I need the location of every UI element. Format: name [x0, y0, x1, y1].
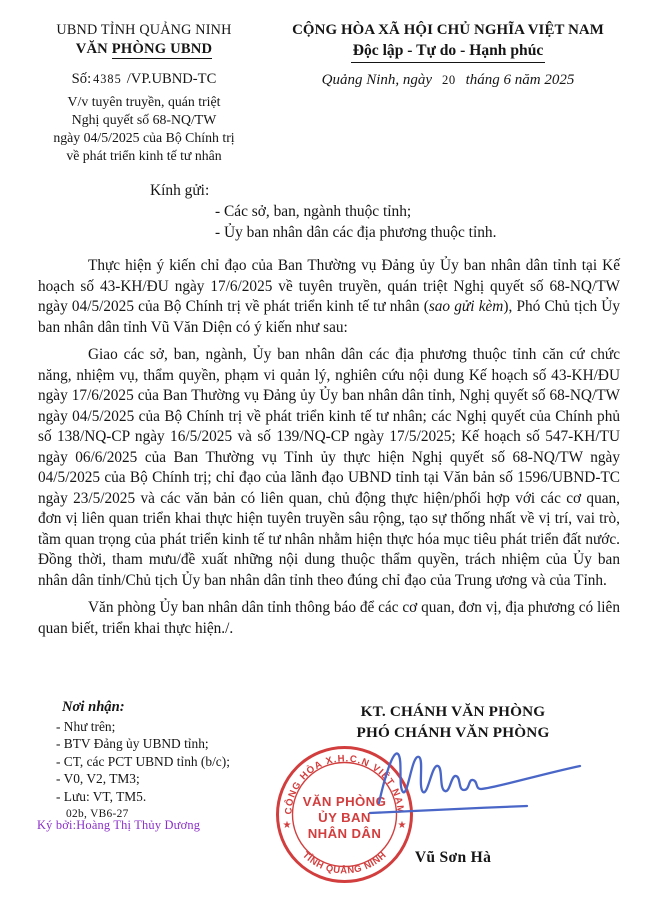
subject-line: về phát triển kinh tế tư nhân [66, 148, 222, 163]
salutation-block [38, 182, 620, 243]
paragraph-1-italic: sao gửi kèm [428, 298, 504, 315]
document-number-suffix: /VP.UBND-TC [126, 71, 217, 87]
seal-center-line: NHÂN DÂN [307, 826, 382, 841]
seal-star-right-icon: ★ [397, 820, 407, 831]
issuer-org-name [38, 41, 250, 58]
issuer-block [38, 22, 250, 165]
paragraph-1 [38, 256, 620, 338]
national-motto: Độc lập - Tự do - Hạnh phúc [351, 42, 546, 63]
national-title: CỘNG HÒA XÃ HỘI CHỦ NGHĨA VIỆT NAM [292, 22, 604, 38]
paragraph-3: Văn phòng Ủy ban nhân dân tỉnh thông báo để các cơ quan, đơn vị, địa phương có liên quan biết, triển khai thực hiện./. [38, 599, 620, 637]
signature-title-line: KT. CHÁNH VĂN PHÒNG [360, 703, 546, 720]
salutation-label: Kính gửi: [150, 182, 210, 199]
distribution-item: - Lưu: VT, TM5. [56, 788, 147, 804]
seal-center-line: VĂN PHÒNG [302, 794, 387, 809]
issuer-org-name-underlined: PHÒNG UBND [111, 41, 213, 57]
recipient-line: - Ủy ban nhân dân các địa phương thuộc tỉnh. [215, 224, 497, 241]
distribution-list [56, 699, 230, 823]
national-motto-wrap [276, 42, 620, 63]
seal-center-line: ỦY BAN [318, 810, 371, 825]
letter-header [38, 22, 620, 165]
salutation-recipients [215, 201, 620, 243]
place-date-prefix: Quảng Ninh, ngày [321, 72, 433, 88]
date-rest: tháng 6 năm 2025 [465, 72, 575, 88]
seal-bottom-arc-text: TỈNH QUẢNG NINH [300, 848, 389, 876]
archive-code: 02b, VB6-27 [66, 807, 129, 820]
recipient-line: - Các sở, ban, ngành thuộc tỉnh; [215, 203, 412, 220]
distribution-item: - V0, V2, TM3; [56, 771, 140, 787]
subject-line: V/v tuyên truyền, quán triệt [67, 94, 221, 109]
document-subject [38, 93, 250, 165]
seal-top-arc-text: CỘNG HÒA X.H.C.N VIỆT NAM [283, 753, 406, 815]
distribution-item: - Như trên; [56, 718, 116, 734]
paragraph-1-text: Thực hiện ý kiến chỉ đạo của Ban Thường vụ Đảng ủy Ủy ban nhân dân tỉnh tại Kế hoạch số 43-KH/ĐU ngày 17/6/2025 về tuyên truyền, quán triệt Nghị quyết số 68-NQ/TW ngày 04/5/2025 của Bộ Chính trị về phát triển kinh tế tư nhân ( [38, 257, 620, 315]
letter-body [38, 256, 620, 639]
paragraph-2: Giao các sở, ban, ngành, Ủy ban nhân dân các địa phương thuộc tỉnh căn cứ chức năng, nhiệm vụ, thẩm quyền, phạm vi quản lý, nghiên cứu nội dung Kế hoạch số 43-KH/ĐU ngày 17/6/2025 của Ban Thường vụ Đảng ủy Ủy ban nhân dân tỉnh, Nghị quyết số 68-NQ/TW ngày 04/5/2025 của Bộ Chính trị về phát triển kinh tế tư nhân; các Nghị quyết của Chính phủ số 138/NQ-CP ngày 16/5/2025 và số 139/NQ-CP ngày 17/5/2025; Kế hoạch số 547-KH/TU ngày 06/6/2025 của Ban Thường vụ Tỉnh ủy thực hiện Nghị quyết số 68-NQ/TW ngày 04/5/2025 của Bộ Chính trị; chỉ đạo của lãnh đạo UBND tỉnh tại Văn bản số 1596/UBND-TC ngày 23/5/2025 và các văn bản có liên quan, chủ động thực hiện/phối hợp với các cơ quan, đơn vị liên quan triển khai thực hiện tuyên truyền sâu rộng, tạo sự thống nhất về vị trí, vai trò, tầm quan trọng của phát triển kinh tế tư nhân nhằm hiện thực hóa mục tiêu phát triển đất nước. Đồng thời, tham mưu/đề xuất những nội dung thuộc thẩm quyền, trách nhiệm của Ủy ban nhân dân tỉnh/Chủ tịch Ủy ban nhân dân tỉnh theo đúng chỉ đạo của Trung ương và của Tỉnh. [38, 346, 620, 589]
handwritten-signature-icon [353, 735, 585, 820]
document-number-line [38, 71, 250, 88]
place-date-line [276, 72, 620, 89]
issuer-org-name-plain: VĂN [75, 41, 108, 57]
issuer-parent-org: UBND TỈNH QUẢNG NINH [56, 22, 232, 38]
signer-name: Vũ Sơn Hà [414, 849, 492, 866]
date-day-value: 20 [442, 73, 456, 87]
paragraph-1-tail: ), Phó Chủ tịch Ủy ban nhân dân tỉnh Vũ Văn Diện có ý kiến như sau: [38, 298, 620, 336]
subject-line: ngày 04/5/2025 của Bộ Chính trị [53, 130, 235, 145]
document-number-label: Số: [71, 71, 92, 87]
digital-signature-note: Ký bởi:Hoàng Thị Thủy Dương [37, 818, 201, 832]
distribution-item: - CT, các PCT UBND tỉnh (b/c); [56, 753, 230, 769]
national-header-block [276, 22, 620, 165]
document-number-value: 4385 [93, 72, 122, 86]
subject-line: Nghị quyết số 68-NQ/TW [71, 112, 217, 127]
signature-title-line: PHÓ CHÁNH VĂN PHÒNG [356, 724, 550, 741]
distribution-item: - BTV Đảng ủy UBND tỉnh; [56, 736, 209, 752]
distribution-label: Nơi nhận: [62, 699, 125, 715]
seal-star-left-icon: ★ [282, 820, 292, 831]
